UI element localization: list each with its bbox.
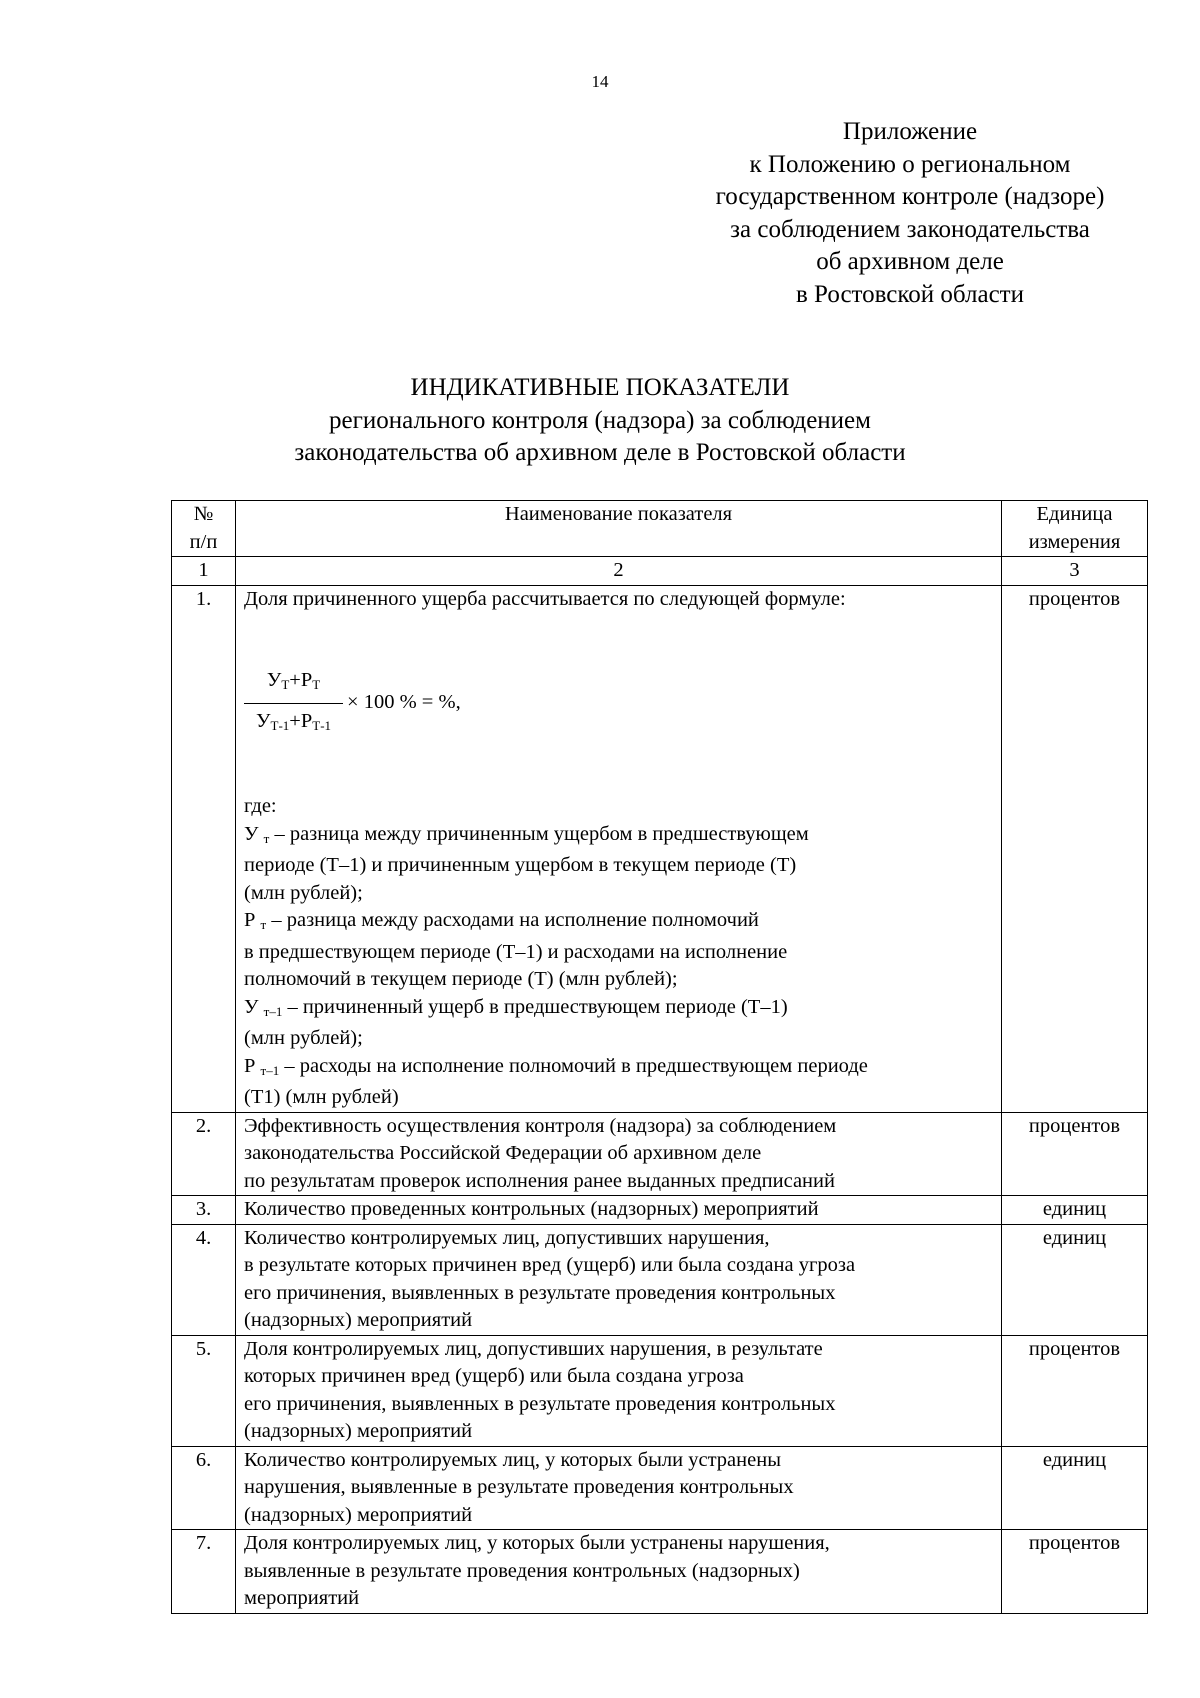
row-text-line: выявленные в результате проведения контрольных (надзорных)	[244, 1559, 800, 1582]
row-name-cell	[236, 585, 1002, 1112]
definition-line: (Т1) (млн рублей)	[244, 1086, 399, 1108]
row-unit: единиц	[1002, 1446, 1148, 1530]
row-text-line: его причинения, выявленных в результате проведения контрольных	[244, 1392, 836, 1415]
row-text-line: (надзорных) мероприятий	[244, 1503, 473, 1526]
column-number: 1	[172, 557, 236, 586]
row-text-line: нарушения, выявленные в результате проведения контрольных	[244, 1476, 794, 1498]
row-text-line: Эффективность осуществления контроля (надзора) за соблюдением	[244, 1114, 837, 1137]
document-title	[0, 372, 1200, 470]
definition-line: периоде (Т–1) и причиненным ущербом в текущем периоде (Т)	[244, 854, 797, 876]
column-number-row	[172, 557, 1148, 586]
row-text-line: по результатам проверок исполнения ранее выданных предписаний	[244, 1169, 835, 1192]
row1-intro: Доля причиненного ущерба рассчитывается по следующей формуле:	[244, 587, 846, 610]
row-unit: процентов	[1002, 1112, 1148, 1196]
row-name-cell	[236, 1530, 1002, 1614]
formula-tail: × 100 % = %,	[347, 691, 461, 714]
table-row	[172, 1224, 1148, 1335]
row-unit: процентов	[1002, 1530, 1148, 1614]
appendix-line: к Положению о региональном	[749, 150, 1071, 178]
row-number: 3.	[172, 1196, 236, 1225]
page-number: 14	[591, 72, 609, 91]
definition-line: У $_т$ – разница между причиненным ущербом в предшествующем	[244, 822, 809, 846]
row-text-line: Доля контролируемых лиц, у которых были устранены нарушения,	[244, 1532, 830, 1554]
formula-fraction	[244, 667, 343, 739]
row-text-line: законодательства Российской Федерации об архивном деле	[244, 1142, 762, 1164]
title-line: ИНДИКАТИВНЫЕ ПОКАЗАТЕЛИ	[410, 374, 790, 401]
row-number: 7.	[172, 1530, 236, 1614]
appendix-line: за соблюдением законодательства	[730, 215, 1090, 243]
definition-line: в предшествующем периоде (Т–1) и расходами на исполнение	[244, 940, 788, 963]
appendix-line: Приложение	[842, 118, 978, 145]
definition-line: полномочий в текущем периоде (Т) (млн рублей);	[244, 968, 678, 990]
row-text-line: в результате которых причинен вред (ущерб) или была создана угроза	[244, 1254, 856, 1276]
header-unit-sublabel: измерения	[1028, 530, 1121, 553]
table-row	[172, 1530, 1148, 1614]
row-name-cell	[236, 1446, 1002, 1530]
row-unit: процентов	[1002, 1335, 1148, 1446]
row-unit: единиц	[1002, 1196, 1148, 1225]
definition-line: Р $_{т-1}$ – расходы на исполнение полномочий в предшествующем периоде	[244, 1054, 868, 1078]
title-line: регионального контроля (надзора) за соблюдением	[329, 406, 871, 434]
column-number: 3	[1002, 557, 1148, 586]
header-number-sublabel: п/п	[189, 530, 218, 553]
row-number: 6.	[172, 1446, 236, 1530]
row-name-cell	[236, 1224, 1002, 1335]
row-text-line: (надзорных) мероприятий	[244, 1420, 473, 1442]
damage-share-formula	[244, 667, 1001, 739]
row-number: 2.	[172, 1112, 236, 1196]
title-line: законодательства об архивном деле в Ростовской области	[294, 439, 906, 466]
table-row	[172, 1112, 1148, 1196]
table-row	[172, 1335, 1148, 1446]
row-text-line: (надзорных) мероприятий	[244, 1309, 473, 1331]
header-name-label: Наименование показателя	[504, 503, 733, 525]
appendix-block	[680, 116, 1140, 311]
row-text-line: Количество контролируемых лиц, у которых были устранены	[244, 1448, 781, 1471]
row-text-line: Количество контролируемых лиц, допустивших нарушения,	[244, 1226, 770, 1249]
definition-line: Р $_т$ – разница между расходами на исполнение полномочий	[244, 909, 759, 932]
formula-numerator: $У_Т+Р_Т$	[244, 667, 343, 704]
row-name-cell	[236, 1196, 1002, 1225]
row-text-line: мероприятий	[244, 1587, 360, 1609]
appendix-line: в Ростовской области	[796, 280, 1024, 308]
table-header-row	[172, 501, 1148, 557]
row-number: 1.	[172, 585, 236, 1112]
definition-line: (млн рублей);	[244, 1027, 363, 1049]
row-text-line: Количество проведенных контрольных (надзорных) мероприятий	[244, 1198, 819, 1220]
definition-line: (млн рублей);	[244, 881, 363, 904]
row-text-line: Доля контролируемых лиц, допустивших нарушения, в результате	[244, 1337, 823, 1360]
appendix-line: государственном контроле (надзоре)	[715, 183, 1105, 210]
column-number: 2	[236, 557, 1002, 586]
row-text-line: которых причинен вред (ущерб) или была создана угроза	[244, 1365, 744, 1387]
indicators-table	[171, 500, 1148, 1614]
appendix-line: об архивном деле	[816, 248, 1004, 275]
header-unit-label: Единица	[1036, 503, 1113, 525]
table-row	[172, 585, 1148, 1112]
row-unit: единиц	[1002, 1224, 1148, 1335]
row-number: 5.	[172, 1335, 236, 1446]
row-name-cell	[236, 1112, 1002, 1196]
header-number-label: №	[193, 503, 214, 525]
where-label: где:	[244, 795, 277, 817]
table-row	[172, 1196, 1148, 1225]
header-number-cell	[172, 501, 236, 557]
header-unit-cell	[1002, 501, 1148, 557]
definition-line: У $_{т-1}$ – причиненный ущерб в предшествующем периоде (Т–1)	[244, 995, 788, 1019]
row-unit: процентов	[1002, 585, 1148, 1112]
header-name-cell	[236, 501, 1002, 557]
row-name-cell	[236, 1335, 1002, 1446]
formula-denominator: $У_{Т-1}+Р_{Т-1}$	[256, 709, 332, 733]
row-number: 4.	[172, 1224, 236, 1335]
row-text-line: его причинения, выявленных в результате проведения контрольных	[244, 1281, 836, 1304]
table-row	[172, 1446, 1148, 1530]
